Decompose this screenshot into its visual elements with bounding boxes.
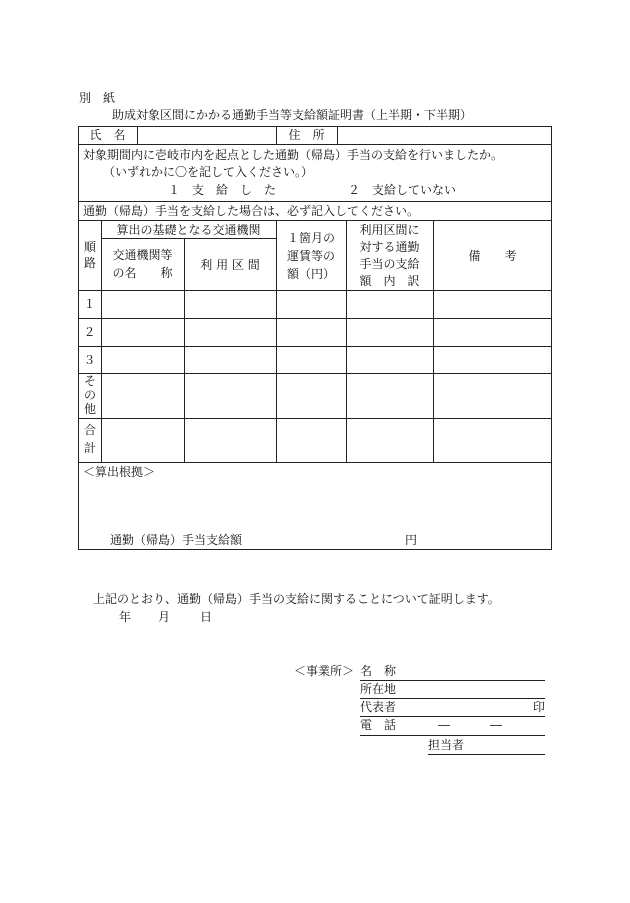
address-label: 住 所 — [288, 128, 325, 142]
col-transport-header-l1: 交通機関等 — [112, 248, 173, 262]
seal-mark: 印 — [533, 700, 546, 714]
col-transport-header-l2: の名 称 — [112, 266, 173, 280]
office-location-label: 所在地 — [360, 682, 397, 696]
phone-line[interactable] — [360, 735, 545, 736]
form-frame — [78, 126, 552, 550]
date-year-label: 年 — [119, 610, 132, 624]
col-remarks-header: 備 考 — [468, 249, 517, 263]
date-day-label: 日 — [200, 610, 213, 624]
row-label-total: 合計 — [83, 423, 96, 455]
office-label: ＜事業所＞ — [294, 664, 355, 678]
col-route-header: 順路 — [83, 240, 96, 270]
col-section-header: 利 用 区 間 — [200, 258, 260, 272]
document-title: 助成対象区間にかかる通勤手当等支給額証明書（上半期・下半期） — [112, 108, 473, 122]
col-fare-header-l1: １箇月の — [286, 231, 335, 245]
row-label-other: その他 — [83, 374, 96, 416]
representative-label: 代表者 — [360, 700, 397, 714]
group-header-transport-basis: 算出の基礎となる交通機関 — [116, 223, 261, 237]
row-label-1: １ — [83, 297, 96, 311]
office-location-line[interactable] — [360, 698, 545, 699]
col-breakdown-header-l4: 額 内 訳 — [359, 274, 420, 288]
row-label-2: ２ — [83, 325, 96, 339]
representative-line[interactable] — [360, 716, 545, 717]
col-breakdown-header-l2: 対する通勤 — [359, 240, 420, 254]
phone-dash-1: ― — [438, 718, 450, 732]
question-text: 対象期間内に壱岐市内を起点とした通勤（帰島）手当の支給を行いましたか。 — [83, 148, 504, 162]
calculation-basis-label: ＜算出根拠＞ — [83, 465, 156, 479]
instruction-text: 通勤（帰島）手当を支給した場合は、必ず記入してください。 — [83, 204, 420, 218]
certification-statement: 上記のとおり、通勤（帰島）手当の支給に関することについて証明します。 — [93, 592, 500, 606]
phone-dash-2: ― — [490, 718, 502, 732]
name-label: 氏 名 — [89, 128, 126, 142]
date-month-label: 月 — [158, 610, 171, 624]
attachment-label: 別 紙 — [79, 91, 116, 105]
office-name-line[interactable] — [360, 680, 545, 681]
yen-unit: 円 — [405, 533, 418, 547]
option-not-paid[interactable]: ２ 支給していない — [348, 183, 457, 197]
staff-line[interactable] — [428, 754, 545, 755]
question-hint: （いずれかに〇を記して入ください。） — [103, 165, 314, 179]
col-fare-header-l2: 運賃等の — [286, 249, 335, 263]
row-label-3: ３ — [83, 353, 96, 367]
office-name-label: 名 称 — [360, 664, 397, 678]
total-allowance-label: 通勤（帰島）手当支給額 — [110, 533, 243, 547]
col-fare-header-l3: 額（円） — [286, 267, 335, 281]
option-paid[interactable]: １ 支 給 し た — [168, 183, 277, 197]
col-breakdown-header-l1: 利用区間に — [359, 223, 420, 237]
phone-label: 電 話 — [360, 718, 397, 732]
col-breakdown-header-l3: 手当の支給 — [359, 257, 420, 271]
staff-label: 担当者 — [428, 738, 465, 752]
